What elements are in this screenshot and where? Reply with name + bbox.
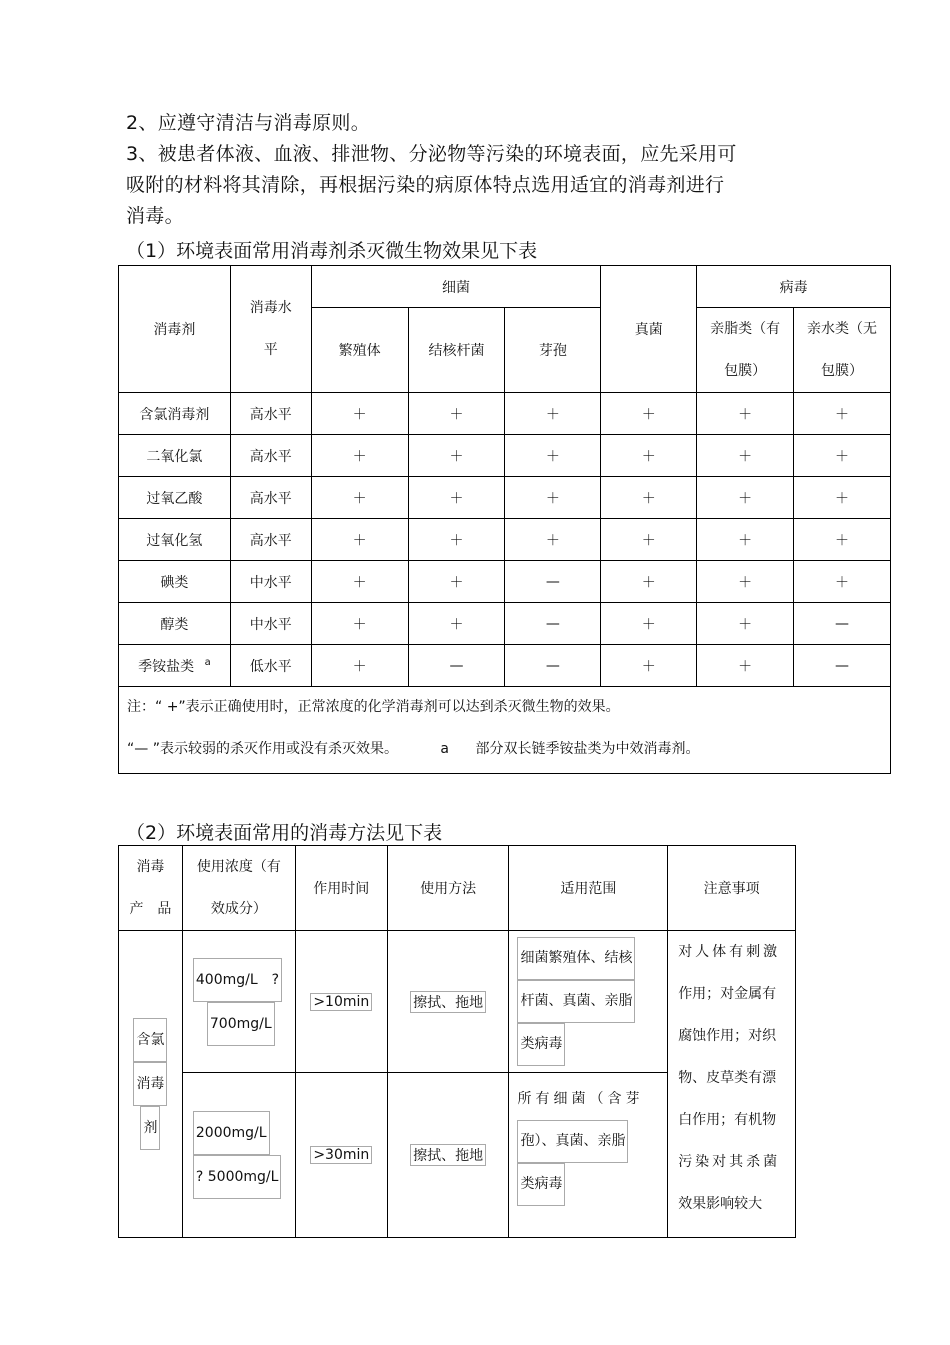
cell: ＋ [408,561,505,603]
paragraph-3-line2: 吸附的材料将其清除，再根据污染的病原体特点选用适宜的消毒剂进行 [126,174,725,196]
method-value: 擦拭、拖地 [410,1144,486,1166]
disinfectant-efficacy-table [118,265,891,774]
table-note [119,687,891,774]
row-name: 二氧化氯 [119,435,231,477]
cell: ＋ [505,477,601,519]
table-row [119,931,796,1073]
scope-line2: 孢）、真菌、亲脂 [517,1120,628,1163]
concentration-cell [182,1073,295,1238]
cell: ＋ [505,519,601,561]
row-name-text: 季铵盐类 [138,658,195,675]
row-level: 中水平 [230,603,311,645]
cell: ＋ [408,393,505,435]
cell: ＋ [697,477,794,519]
cell: — [505,645,601,687]
cell: ＋ [794,477,891,519]
cell: ＋ [408,435,505,477]
cell: ＋ [697,561,794,603]
header-level [230,266,311,393]
table1-caption: （1）环境表面常用消毒剂杀灭微生物效果见下表 [126,240,538,262]
header-product-line1: 消毒 [136,859,165,875]
method-value: 擦拭、拖地 [410,991,486,1013]
header-lipophilic-line1: 亲脂类（有 [710,321,781,337]
row-level: 高水平 [230,477,311,519]
cell: ＋ [601,435,697,477]
cell: ＋ [408,603,505,645]
cell: ＋ [697,645,794,687]
cell: ＋ [601,645,697,687]
cell: — [794,603,891,645]
cell: ＋ [794,561,891,603]
header-bacteria: 细菌 [311,266,601,308]
header-disinfectant: 消毒剂 [119,266,231,393]
header-time: 作用时间 [295,846,387,931]
disinfection-methods-table [118,845,796,1238]
table-row [119,603,891,645]
cell: ＋ [697,519,794,561]
paragraph-3-line3: 消毒。 [126,205,184,227]
cell: ＋ [311,435,408,477]
conc-line2: ? 5000mg/L [193,1155,282,1199]
header-conc-line2: 效成分） [210,901,267,917]
cell: ＋ [794,435,891,477]
cell: ＋ [311,645,408,687]
cell: — [794,645,891,687]
header-product-line2: 产 品 [129,901,172,917]
footnote-marker: a [204,656,211,668]
cell: — [408,645,505,687]
table-row [119,561,891,603]
header-hydrophilic [794,308,891,393]
row-level: 高水平 [230,519,311,561]
cell: — [505,561,601,603]
product-line2: 消毒 [133,1062,167,1106]
row-name: 过氧乙酸 [119,477,231,519]
cell: ＋ [408,519,505,561]
cell: ＋ [311,519,408,561]
cell: ＋ [311,561,408,603]
cell: ＋ [601,561,697,603]
row-level: 中水平 [230,561,311,603]
scope-line3: 类病毒 [517,1163,565,1206]
concentration-cell [182,931,295,1073]
cell: ＋ [311,477,408,519]
product-cell [119,931,183,1238]
product-line3: 剂 [140,1106,160,1150]
cell: ＋ [697,393,794,435]
notes-line3: 腐蚀作用；对织 [678,1028,777,1044]
cell: ＋ [794,519,891,561]
header-concentration [182,846,295,931]
cell: ＋ [601,603,697,645]
time-value: >30min [310,1146,372,1164]
cell: ＋ [505,393,601,435]
cell: — [505,603,601,645]
row-name: 碘类 [119,561,231,603]
table2-caption: （2）环境表面常用的消毒方法见下表 [126,822,443,844]
header-virus: 病毒 [697,266,891,308]
time-cell [295,1073,387,1238]
note-line2-a: “— ”表示较弱的杀灭作用或没有杀灭效果。 [127,741,398,757]
table-row [119,393,891,435]
header-tb: 结核杆菌 [408,308,505,393]
cell: ＋ [408,477,505,519]
notes-cell [668,931,796,1238]
table-row [119,645,891,687]
row-level: 高水平 [230,435,311,477]
cell: ＋ [697,435,794,477]
conc-line2: 700mg/L [207,1002,275,1046]
cell: ＋ [311,603,408,645]
header-product [119,846,183,931]
cell: ＋ [505,435,601,477]
conc-line1: 400mg/L ? [193,958,282,1002]
scope-line2: 杆菌、真菌、亲脂 [517,980,635,1023]
header-notes: 注意事项 [668,846,796,931]
row-name: 醇类 [119,603,231,645]
table-row [119,435,891,477]
conc-line1: 2000mg/L [193,1111,270,1155]
header-level-line2: 平 [263,342,278,358]
note-line2-c: 部分双长链季铵盐类为中效消毒剂。 [475,741,700,757]
method-cell [387,931,509,1073]
table-row [119,477,891,519]
method-cell [387,1073,509,1238]
cell: ＋ [794,393,891,435]
table-row [119,519,891,561]
header-fungi: 真菌 [601,266,697,393]
header-level-line1: 消毒水 [249,300,292,316]
notes-line1: 对人体有刺激 [678,944,781,960]
header-spore: 芽孢 [505,308,601,393]
scope-cell [509,1073,668,1238]
time-value: >10min [310,993,372,1011]
cell: ＋ [601,519,697,561]
scope-line1: 细菌繁殖体、结核 [517,937,635,980]
notes-line7: 效果影响较大 [678,1196,763,1212]
notes-line4: 物、皮草类有漂 [678,1070,777,1086]
header-scope: 适用范围 [509,846,668,931]
cell: ＋ [697,603,794,645]
header-lipophilic-line2: 包膜） [724,363,767,379]
cell: ＋ [601,477,697,519]
cell: ＋ [601,393,697,435]
time-cell [295,931,387,1073]
header-vegetative: 繁殖体 [311,308,408,393]
header-lipophilic [697,308,794,393]
scope-line1: 所有细菌（含芽 [517,1091,644,1107]
header-method: 使用方法 [387,846,509,931]
row-level: 高水平 [230,393,311,435]
note-line2 [127,738,882,760]
paragraph-2: 2、应遵守清洁与消毒原则。 [126,112,370,134]
header-conc-line1: 使用浓度（有 [196,859,281,875]
header-hydrophilic-line2: 包膜） [821,363,864,379]
row-name: 过氧化氢 [119,519,231,561]
notes-line5: 白作用；有机物 [678,1112,777,1128]
row-level: 低水平 [230,645,311,687]
notes-line2: 作用；对金属有 [678,986,777,1002]
scope-cell [509,931,668,1073]
note-line2-b: a [440,741,450,757]
row-name [119,645,231,687]
notes-line6: 污染对其杀菌 [678,1154,781,1170]
scope-line3: 类病毒 [517,1023,565,1066]
product-line1: 含氯 [133,1018,167,1062]
cell: ＋ [311,393,408,435]
paragraph-3-line1: 3、被患者体液、血液、排泄物、分泌物等污染的环境表面，应先采用可 [126,143,737,165]
header-hydrophilic-line1: 亲水类（无 [807,321,878,337]
note-line1: 注：“ +”表示正确使用时，正常浓度的化学消毒剂可以达到杀灭微生物的效果。 [127,699,620,715]
row-name: 含氯消毒剂 [119,393,231,435]
